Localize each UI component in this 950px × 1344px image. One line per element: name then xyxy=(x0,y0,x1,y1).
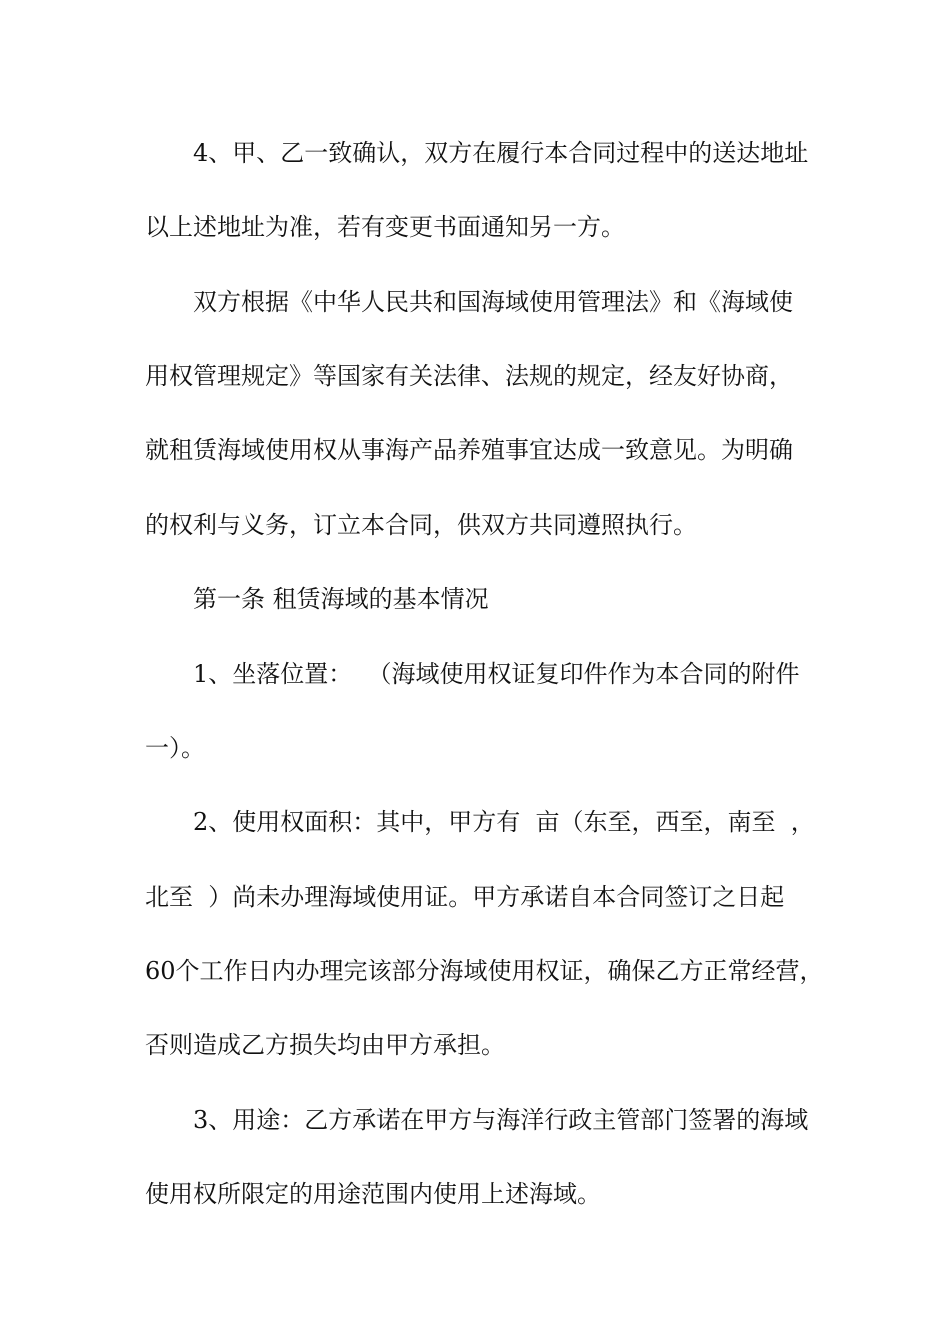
paragraph-line: 就租赁海域使用权从事海产品养殖事宜达成一致意见。为明确 xyxy=(145,436,793,464)
paragraph-line: 以上述地址为准，若有变更书面通知另一方。 xyxy=(145,213,625,241)
paragraph-line: 双方根据《中华人民共和国海域使用管理法》和《海域使 xyxy=(193,288,793,316)
paragraph-line: 使用权所限定的用途范围内使用上述海域。 xyxy=(145,1180,601,1208)
paragraph-line: 的权利与义务，订立本合同，供双方共同遵照执行。 xyxy=(145,511,697,539)
paragraph-line: 4、甲、乙一致确认，双方在履行本合同过程中的送达地址 xyxy=(193,139,809,167)
paragraph-line: 一）。 xyxy=(145,734,205,762)
paragraph-line: 用权管理规定》等国家有关法律、法规的规定，经友好协商， xyxy=(145,362,793,390)
section-heading: 第一条 租赁海域的基本情况 xyxy=(193,585,489,613)
paragraph-line: 否则造成乙方损失均由甲方承担。 xyxy=(145,1031,505,1059)
paragraph-line: 3、用途：乙方承诺在甲方与海洋行政主管部门签署的海域 xyxy=(193,1106,809,1134)
paragraph-line: 北至 ）尚未办理海域使用证。甲方承诺自本合同签订之日起 xyxy=(145,883,785,911)
paragraph-line: 1、坐落位置： （海域使用权证复印件作为本合同的附件 xyxy=(193,660,800,688)
paragraph-line: 60个工作日内办理完该部分海域使用权证，确保乙方正常经营， xyxy=(145,957,824,985)
paragraph-line: 2、使用权面积：其中，甲方有 亩（东至，西至，南至 ， xyxy=(193,808,815,836)
